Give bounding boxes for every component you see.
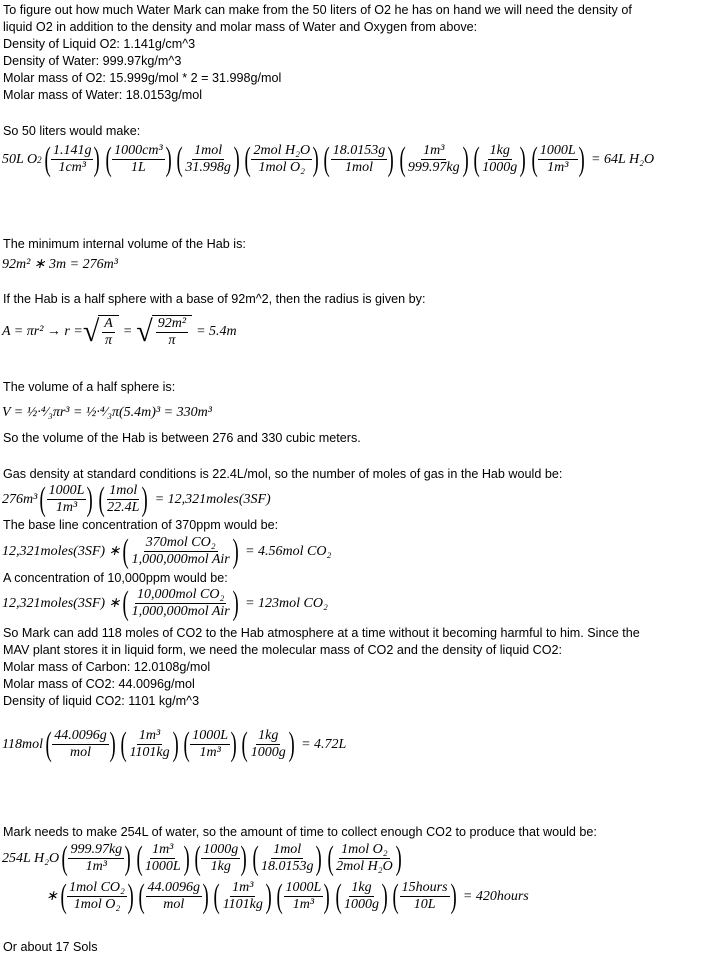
fraction-numerator: ( 44.0096g [54,728,107,743]
fraction-numerator: ( 1m³ [152,842,174,857]
row-2-multiply: ∗ [46,889,58,904]
radius-label: If the Hab is a half sphere with a base of 92m^2, then the radius is given by: [3,292,426,306]
fraction-denominator: mol [163,897,185,912]
fraction-denominator: 1m³ [85,859,107,874]
fraction-numerator: ( 1mol [109,483,138,498]
fraction-numerator: ( 1000cm³ [114,143,163,158]
intro-line-2: liquid O2 in addition to the density and molar mass of Water and Oxygen from above: [3,20,478,34]
fraction-denominator: 1m³ [547,160,569,175]
fraction-denominator: 1,000,000mol Air [131,604,230,619]
fraction-numerator: ( 1m³ [423,143,445,158]
fraction-numerator: 92m² [157,316,187,331]
volume-equation: V = ½·⁴⁄₃πr³ = ½·⁴⁄₃π(5.4m)³ = 330m³ [2,405,212,420]
baseline-result: = 4.56mol CO₂ [245,543,332,559]
fraction-denominator: 31.998g [185,160,231,175]
fraction-numerator: ( 44.0096g [147,880,201,895]
fraction-numerator: ( 1mol CO₂ [69,880,125,895]
fraction-denominator: 1mol O₂ [73,897,121,912]
fraction-numerator: ( 1m³ [138,728,161,743]
fraction-denominator: 1L [131,160,146,175]
fraction-numerator: ( 1000L [539,143,576,158]
half-sphere-label: The volume of a half sphere is: [3,380,176,394]
fraction-denominator: 1mol O₂ [258,160,306,175]
fraction-numerator: ( 2mol H₂O [253,143,311,158]
moles-equation [2,483,271,516]
co2-summary-1: So Mark can add 118 moles of CO2 to the Hab atmosphere at a time without it becoming harmful to him. Since the [3,626,640,640]
radius-eq-start: A = πr² → r = [2,324,83,339]
fraction-numerator: ( 1000L [285,880,322,895]
fraction-numerator: ( 1000L [48,483,85,498]
radius-equation: A = πr² → r = √ $\frac{A}{\pi}$ = √ $\frac{\text{92m²}}{\pi}$ = 5.4m [2,315,237,348]
fraction-denominator: 1m³ [55,500,78,515]
concentration-start: 12,321moles(3SF) ∗ [2,596,121,611]
fraction-denominator: 1101kg [129,745,170,760]
fraction-denominator: 1101kg [222,897,263,912]
fraction-denominator: 1000L [144,859,181,874]
water-calc-result: = 64L H₂O [591,151,655,167]
time-start: 254L H₂O [2,850,60,866]
fraction-numerator: ( 1.141g [52,143,92,158]
fraction-numerator: ( 1m³ [232,880,254,895]
time-result: = 420hours [462,888,529,904]
density-water-text: Density of Water: 999.97kg/m^3 [3,54,182,68]
co2-volume-equation [2,728,346,761]
fraction-denominator: 10L [413,897,436,912]
fraction-denominator: 1,000,000mol Air [131,552,230,567]
conclusion-text: Or about 17 Sols [3,940,98,954]
min-volume-label: The minimum internal volume of the Hab is: [3,237,246,251]
fraction-numerator: ( 18.0153g [332,143,386,158]
fraction-denominator: 999.97kg [407,160,460,175]
fraction-denominator: 18.0153g [260,859,314,874]
water-calc-start: 50L O [2,151,38,167]
co2-summary-2: MAV plant stores it in liquid form, we need the molecular mass of CO2 and the density of liquid CO2: [3,643,563,657]
fraction-numerator: A [104,316,113,331]
fraction-numerator: ( 10,000mol CO₂ [137,587,225,602]
baseline-start: 12,321moles(3SF) ∗ [2,544,121,559]
time-label: Mark needs to make 254L of water, so the amount of time to collect enough CO2 to produce that would be: [3,825,597,839]
molar-o2-text: Molar mass of O2: 15.999g/mol * 2 = 31.998g/mol [3,71,282,85]
fraction-denominator: π [105,333,113,348]
fraction-denominator: 1cm³ [58,160,86,175]
density-o2-text: Density of Liquid O2: 1.141g/cm^3 [3,37,196,51]
time-equation-row-1 [2,842,404,875]
density-co2-text: Density of liquid CO2: 1101 kg/m^3 [3,694,200,708]
moles-start: 276m³ [2,491,38,507]
co2-calc-result: = 4.72L [301,736,347,752]
fraction-numerator: ( 1kg [351,880,372,895]
volume-summary: So the volume of the Hab is between 276 and 330 cubic meters. [3,431,361,445]
fraction-numerator: ( 1kg [489,143,510,158]
intro-line-1: To figure out how much Water Mark can make from the 50 liters of O2 he has on hand we will need the density of [3,3,632,17]
fraction-numerator: ( 1mol [194,143,223,158]
fraction-numerator: ( 1mol O₂ [341,842,388,857]
concentration-result: = 123mol CO₂ [245,595,328,611]
molar-water-text: Molar mass of Water: 18.0153g/mol [3,88,203,102]
moles-result: = 12,321moles(3SF) [154,491,271,507]
fraction-denominator: 2mol H₂O [336,859,393,874]
fraction-numerator: ( 370mol CO₂ [145,535,216,550]
fraction-denominator: 22.4L [107,500,140,515]
fraction-numerator: ( 1000g [203,842,239,857]
concentration-label: A concentration of 10,000ppm would be: [3,571,228,585]
fraction-denominator: 1kg [210,859,231,874]
fraction-numerator: ( 1000L [192,728,229,743]
gas-density-label: Gas density at standard conditions is 22.4L/mol, so the number of moles of gas in the Hab would be: [3,467,563,481]
fraction-denominator: 1000g [344,897,379,912]
fraction-denominator: mol [70,745,92,760]
fraction-numerator: ( 1mol [273,842,302,857]
radius-result: = 5.4m [196,324,237,339]
fraction-numerator: ( 999.97kg [70,842,123,857]
fraction-denominator: 1mol [344,160,373,175]
sqrt-icon: √ [136,315,153,348]
fraction-denominator: 1m³ [292,897,315,912]
water-calc-lead: So 50 liters would make: [3,124,141,138]
fraction-numerator: ( 15hours [401,880,448,895]
co2-calc-start: 118mol [2,736,43,752]
concentration-equation [2,587,328,620]
fraction-numerator: ( 1kg [258,728,279,743]
baseline-label: The base line concentration of 370ppm would be: [3,518,279,532]
molar-carbon-text: Molar mass of Carbon: 12.0108g/mol [3,660,211,674]
baseline-equation [2,535,331,568]
fraction-denominator: 1000g [250,745,286,760]
fraction-denominator: 1m³ [199,745,221,760]
min-volume-equation: 92m² ∗ 3m = 276m³ [2,256,118,272]
sqrt-icon: √ [82,315,100,348]
fraction-denominator: 1000g [482,160,518,175]
molar-co2-text: Molar mass of CO2: 44.0096g/mol [3,677,195,691]
time-equation-row-2 [46,880,529,913]
fraction-denominator: π [168,333,176,348]
water-calc-equation: 50L O 2 ( $\frac{1.141g}{\text{1cm³}}$ ) ( $\frac{\text{1000cm³}}{1L}$ ) ( $\frac{\text{1mol}}{31.998g}$ ) ( $\frac{\text{2mol H₂O}}{\text{1mol O₂}}$ ) ( $\frac{18.0153g}{\text{1mol}}$ ) ( $\frac{\text{1m³}}{999.97kg}$ ) ( $\frac{1kg}{1000g}$ ) ( $\frac{1000L}{\text{1m³}}$ ) = 64L H₂O [2,143,654,176]
